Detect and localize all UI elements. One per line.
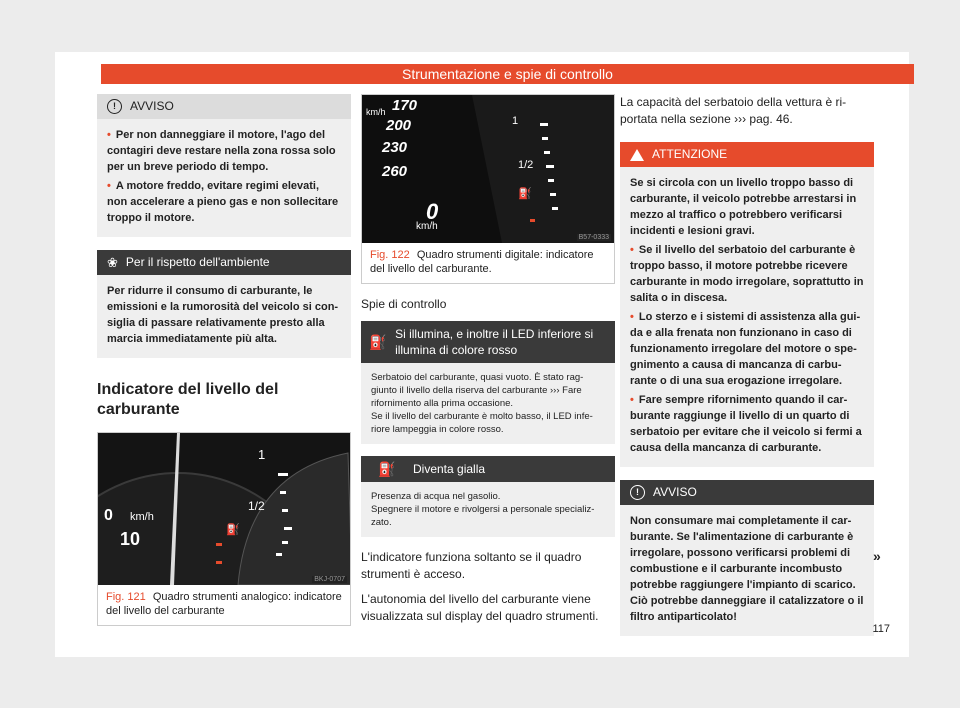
attenzione-item: • Fare sempre rifornimento quando il carburante raggiunge il livello di un quarto di serbatoio per evitare che il veicolo si fermi a causa della mancanza di carburante. xyxy=(630,392,864,456)
attenzione-title: ATTENZIONE xyxy=(652,147,728,161)
lamp-water-body xyxy=(361,482,615,537)
avviso-body xyxy=(97,119,351,237)
figure-caption xyxy=(362,243,614,283)
column-right xyxy=(620,94,874,649)
lamp-fuel-header xyxy=(361,321,615,363)
figure-label: Fig. 122 xyxy=(370,249,410,261)
speed-label-10: 10 xyxy=(120,529,141,549)
lamp-fuel-title: Si illumina, e inoltre il LED inferiore si illumina di colore rosso xyxy=(395,327,594,357)
analog-cluster-image xyxy=(98,433,350,585)
speed-unit: km/h xyxy=(130,511,154,523)
ambiente-title: Per il rispetto dell'ambiente xyxy=(125,255,270,269)
warning-icon xyxy=(630,149,644,161)
figure-caption xyxy=(98,585,350,625)
attenzione-item: • Se il livello del serbatoio del carburante è troppo basso, il motore potrebbe ricevere carburante in modo irregolare, soprattutto in salita o in discesa. xyxy=(630,242,864,306)
speed-unit-top: km/h xyxy=(366,107,386,117)
paragraph: L'autonomia del livello del carburante viene visualizzata sul display del quadro strumenti. xyxy=(361,592,599,623)
speed-label-170: 170 xyxy=(392,97,418,114)
spie-title: Spie di controllo xyxy=(361,297,447,311)
figure-122 xyxy=(361,94,615,284)
lamp-water-line: Spegnere il motore e rivolgersi a personale specializzato. xyxy=(371,504,595,528)
speed-label-200: 200 xyxy=(386,117,412,134)
fuel-mark-full: 1 xyxy=(258,447,266,462)
attenzione-header xyxy=(620,142,874,167)
avviso-box xyxy=(620,480,874,636)
figure-code: BKJ-0707 xyxy=(314,576,345,583)
column-middle xyxy=(361,94,615,633)
speed-zero: 0 xyxy=(426,199,439,224)
fuel-mark-full: 1 xyxy=(512,115,519,127)
figure-121 xyxy=(97,432,351,626)
ambiente-header xyxy=(97,250,351,275)
avviso-item: • Per non danneggiare il motore, l'ago del contagiri deve restare nella zona rossa solo per un breve periodo di tempo. xyxy=(107,127,341,175)
avviso-title: AVVISO xyxy=(130,99,174,113)
page xyxy=(55,52,909,657)
attenzione-text: Se si circola con un livello troppo basso di carburante, il veicolo potrebbe arrestarsi in mezzo al traffico o potrebbero verificarsi incidenti e lesioni gravi. xyxy=(630,177,857,237)
lamp-water-title: Diventa gialla xyxy=(413,462,486,476)
lamp-water-header xyxy=(361,456,615,482)
analog-gauge-illustration xyxy=(98,433,350,585)
avviso-text: Non consumare mai completamente il carburante. Se l'alimentazione di carburante è irregolare, possono verificarsi problemi di combustione e il carburante incombusto potrebbe raggiungere l'impianto di scarico. Ciò potrebbe danneggiare il catalizzatore o il filtro antiparticolato! xyxy=(630,515,864,623)
digital-cluster-image xyxy=(362,95,614,243)
avviso-title: AVVISO xyxy=(653,485,697,499)
speed-label-260: 260 xyxy=(382,163,408,180)
section-header: Strumentazione e spie di controllo xyxy=(101,64,914,84)
water-in-diesel-icon: ⛽ xyxy=(378,461,396,477)
info-icon: ! xyxy=(107,99,122,114)
fuel-pump-icon: ⛽ xyxy=(226,524,240,536)
ambiente-box xyxy=(97,250,351,358)
page-number: 117 xyxy=(872,623,890,635)
leaf-icon: ❀ xyxy=(107,255,118,270)
fuel-pump-icon: ⛽ xyxy=(518,188,532,200)
info-icon: ! xyxy=(630,485,645,500)
attenzione-box xyxy=(620,142,874,467)
fuel-mark-half: 1/2 xyxy=(248,499,265,513)
avviso-item: • A motore freddo, evitare regimi elevati, non accelerare a pieno gas e non sollecitare troppo il motore. xyxy=(107,178,341,226)
intro-paragraph: La capacità del serbatoio della vettura è riportata nella sezione ››› pag. 46. xyxy=(620,95,847,126)
column-left xyxy=(97,94,351,636)
lamp-fuel-body xyxy=(361,363,615,444)
attenzione-body xyxy=(620,167,874,467)
fuel-mark-half: 1/2 xyxy=(518,159,534,171)
fuel-pump-icon: ⛽ xyxy=(369,334,387,350)
lamp-fuel-line: Se il livello del carburante è molto basso, il LED inferiore lampeggia in colore rosso. xyxy=(371,411,593,435)
figure-code: B57-0333 xyxy=(578,234,609,241)
figure-label: Fig. 121 xyxy=(106,591,146,603)
ambiente-body xyxy=(97,275,351,358)
lamp-fuel-line: Serbatoio del carburante, quasi vuoto. È stato raggiunto il livello della riserva del carburante ››› Fare rifornimento alla prima occasione. xyxy=(371,372,584,409)
ambiente-text: Per ridurre il consumo di carburante, le emissioni e la rumorosità del veicolo si consiglia di passare relativamente presto alla marcia immediatamente più alta. xyxy=(107,285,339,345)
avviso-header xyxy=(97,94,351,119)
lamp-water-line: Presenza di acqua nel gasolio. xyxy=(371,491,501,502)
avviso-header xyxy=(620,480,874,505)
figure-caption-text: Quadro strumenti analogico: indicatore del livello del carburante xyxy=(106,591,342,617)
attenzione-item: • Lo sterzo e i sistemi di assistenza alla guida e alla frenata non funzionano in caso di funzionamento irregolare del motore o spegnimento a causa di mancanza di carburante o di una sua erogazione irregolare. xyxy=(630,309,864,389)
figure-caption-text: Quadro strumenti digitale: indicatore del livello del carburante. xyxy=(370,249,594,275)
avviso-box xyxy=(97,94,351,237)
section-heading: Indicatore del livello del carburante xyxy=(97,381,279,418)
speed-unit: km/h xyxy=(416,221,438,232)
continue-arrow: » xyxy=(873,548,881,564)
paragraph: L'indicatore funziona soltanto se il quadro strumenti è acceso. xyxy=(361,550,582,581)
avviso-body xyxy=(620,505,874,636)
speed-label-230: 230 xyxy=(382,139,408,156)
speed-label-0: 0 xyxy=(104,507,113,524)
